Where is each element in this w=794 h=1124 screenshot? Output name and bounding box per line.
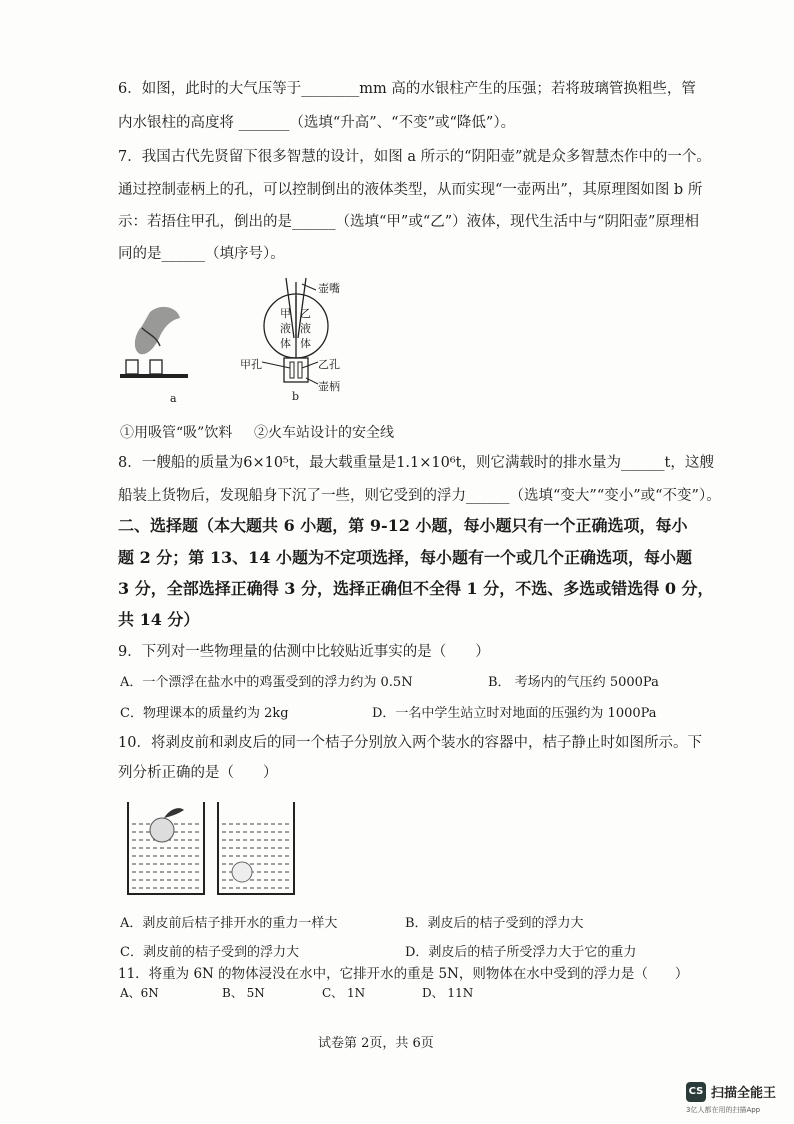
label-hole-jia: 甲孔 [240, 358, 262, 371]
q7-line4: 同的是______（填序号）。 [118, 246, 285, 262]
q10-line2: 列分析正确的是（ ） [118, 765, 278, 781]
figure-b-caption: b [292, 390, 300, 403]
label-spout: 壶嘴 [318, 282, 340, 295]
q10-option-b: B．剥皮后的桔子受到的浮力大 [405, 916, 584, 931]
label-jia-liquid-3: 体 [280, 337, 291, 350]
q8-line1: 8．一艘船的质量为6×10⁵t，最大载重量是1.1×10⁶t，则它满载时的排水量为______t，这艘 [118, 455, 714, 471]
q7-line3: 示：若捂住甲孔，倒出的是______（选填“甲”或“乙”）液体，现代生活中与“阴阳壶”原理相 [118, 214, 699, 230]
q6-line2: 内水银柱的高度将 _______（选填“升高”、“不变”或“降低”）。 [118, 115, 516, 131]
q10-option-a: A．剥皮前后桔子排开水的重力一样大 [120, 916, 338, 931]
q11-option-b: B、 5N [222, 986, 265, 1000]
q7-choice-2: ②火车站设计的安全线 [254, 425, 394, 441]
q7-line2: 通过控制壶柄上的孔，可以控制倒出的液体类型，从而实现“一壶两出”，其原理图如图 b 所 [118, 182, 703, 198]
camscanner-logo-icon: CS [686, 1082, 706, 1102]
label-yi-liquid-2: 液 [300, 322, 311, 335]
q6-line1: 6．如图，此时的大气压等于________mm 高的水银柱产生的压强；若将玻璃管换粗些，管 [118, 81, 696, 97]
label-handle: 壶柄 [318, 380, 340, 393]
camscanner-brand: 扫描全能王 [711, 1086, 777, 1101]
figure-a-caption: a [170, 392, 177, 405]
section2-line3: 3 分，全部选择正确得 3 分，选择正确但不全得 1 分，不选、多选或错选得 0 分， [118, 579, 714, 598]
q9-option-a: A．一个漂浮在盐水中的鸡蛋受到的浮力约为 0.5N [120, 675, 413, 690]
label-yi-liquid-1: 乙 [300, 307, 311, 320]
section2-line4: 共 14 分） [118, 610, 200, 629]
q10-line1: 10．将剥皮前和剥皮后的同一个桔子分别放入两个装水的容器中，桔子静止时如图所示。下 [118, 735, 702, 751]
q11-option-c: C、 1N [322, 986, 366, 1000]
q10-option-c: C．剥皮前的桔子受到的浮力大 [120, 945, 299, 960]
label-yi-liquid-3: 体 [300, 337, 311, 350]
q11-stem: 11．将重为 6N 的物体浸没在水中，它排开水的重是 5N，则物体在水中受到的浮力是（ ） [118, 966, 689, 982]
q9-option-b: B． 考场内的气压约 5000Pa [488, 675, 659, 690]
q11-option-d: D、 11N [422, 986, 474, 1000]
q9-option-c: C．物理课本的质量约为 2kg [120, 706, 289, 721]
q9-stem: 9．下列对一些物理量的估测中比较贴近事实的是（ ） [118, 644, 490, 660]
q10-option-d: D．剥皮后的桔子所受浮力大于它的重力 [405, 945, 637, 960]
q7-line1: 7．我国古代先贤留下很多智慧的设计，如图 a 所示的“阴阳壶”就是众多智慧杰作中的一个。 [118, 149, 711, 165]
camscanner-tagline: 3亿人都在用的扫描App [686, 1106, 761, 1114]
section2-line2: 题 2 分；第 13、14 小题为不定项选择，每小题有一个或几个正确选项，每小题 [118, 548, 692, 567]
q11-option-a: A、6N [120, 986, 159, 1000]
q9-option-d: D．一名中学生站立时对地面的压强约为 1000Pa [372, 706, 657, 721]
label-jia-liquid-1: 甲 [280, 307, 291, 320]
beakers-orange-figure [126, 800, 312, 900]
q7-choice-1: ①用吸管“吸”饮料 [120, 425, 233, 441]
figure-a-drinking-illustration [120, 298, 190, 384]
label-hole-yi: 乙孔 [318, 358, 340, 371]
section2-line1: 二、选择题（本大题共 6 小题，第 9-12 小题，每小题只有一个正确选项，每小 [118, 516, 688, 535]
label-jia-liquid-2: 液 [280, 322, 291, 335]
q8-line2: 船装上货物后，发现船身下沉了一些，则它受到的浮力______（选填“变大”“变小”或“不变”）。 [118, 488, 721, 504]
page-footer: 试卷第 2页，共 6页 [318, 1036, 434, 1051]
